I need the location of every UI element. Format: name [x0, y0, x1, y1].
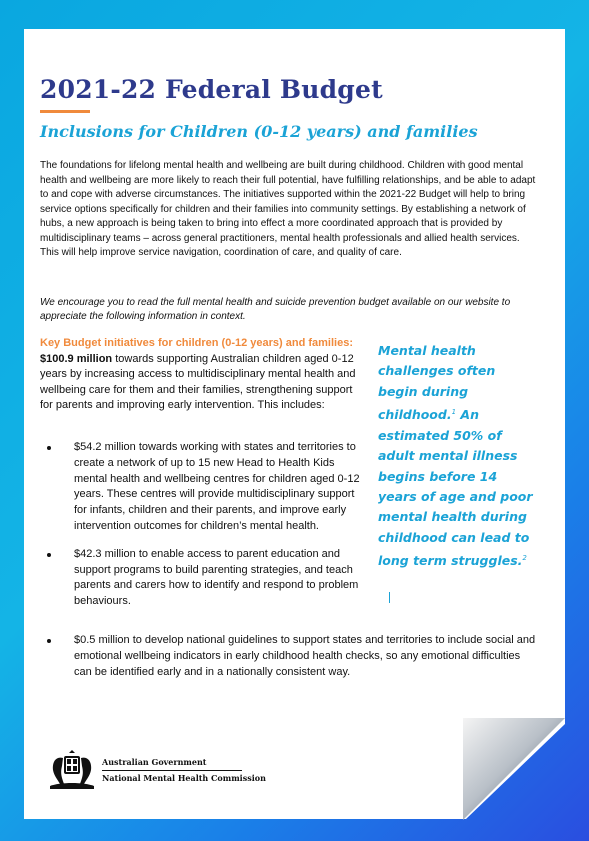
- key-amount: $100.9 million: [40, 353, 113, 365]
- callout-quote: [378, 341, 538, 572]
- initiatives-list-continued: [40, 633, 540, 680]
- callout-text-2: An estimated 50% of adult mental illness begins before 14 years of age and poor mental health during childhood can lead to long term struggles.: [378, 407, 533, 569]
- list-item: $0.5 million to develop national guidelines to support states and territories to include social and emotional wellbeing indicators in early childhood health checks, so any emotional difficulties can be identified early and in a nationally consistent way.: [40, 633, 540, 680]
- key-text: towards supporting Australian children aged 0-12 years by increasing access to multidisciplinary mental health and wellbeing care for them and their families, strengthening support for parents and improving early intervention. This includes:: [40, 353, 356, 411]
- key-initiatives-heading: Key Budget initiatives for children (0-12 years) and families:: [40, 337, 353, 349]
- intro-paragraph: The foundations for lifelong mental health and wellbeing are built during childhood. Children with good mental health and wellbeing are more likely to reach their full potential, have fulfilling relationships, and be able to adapt to and cope with adverse circumstances. The initiatives supported within the 2021-22 Budget will help to bring service options specifically for children and their families into community settings. By establishing a network of hubs, a new approach is being taken to bring into effect a more coordinated approach that is provided by multidisciplinary teams – across general practitioners, mental health professionals and allied health services. This will help improve service navigation, coordination of care, and quality of care.: [40, 160, 536, 258]
- logo-divider: [102, 770, 242, 771]
- page-curl: [463, 718, 565, 820]
- page-subtitle: Inclusions for Children (0-12 years) and families: [40, 122, 478, 141]
- callout-text-1: Mental health challenges often begin during childhood.: [378, 343, 496, 423]
- government-logo: [46, 746, 266, 790]
- logo-line-government: Australian Government: [102, 757, 207, 767]
- footnote-ref-1: 1: [451, 408, 457, 417]
- page-title: 2021-22 Federal Budget: [40, 75, 383, 104]
- initiatives-list: [40, 440, 370, 610]
- footnote-ref-2: 2: [522, 554, 527, 563]
- text-cursor-mark: [389, 592, 390, 603]
- key-initiatives-paragraph: [40, 352, 362, 413]
- title-underline: [40, 110, 90, 113]
- list-item: $42.3 million to enable access to parent education and support programs to build parenting strategies, and teach parents and carers how to identify and respond to problem behaviours.: [40, 547, 370, 610]
- encourage-paragraph: We encourage you to read the full mental health and suicide prevention budget available on our website to appreciate the following information in context.: [40, 297, 511, 322]
- australian-coat-of-arms-icon: [46, 746, 98, 790]
- logo-line-commission: National Mental Health Commission: [102, 773, 266, 783]
- list-item: $54.2 million towards working with states and territories to create a network of up to 15 new Head to Health Kids mental health and wellbeing centres for children aged 0-12 years. These centres will provide multidisciplinary support for infants, children and their parents, and improve early intervention outcomes for children’s mental health.: [40, 440, 370, 535]
